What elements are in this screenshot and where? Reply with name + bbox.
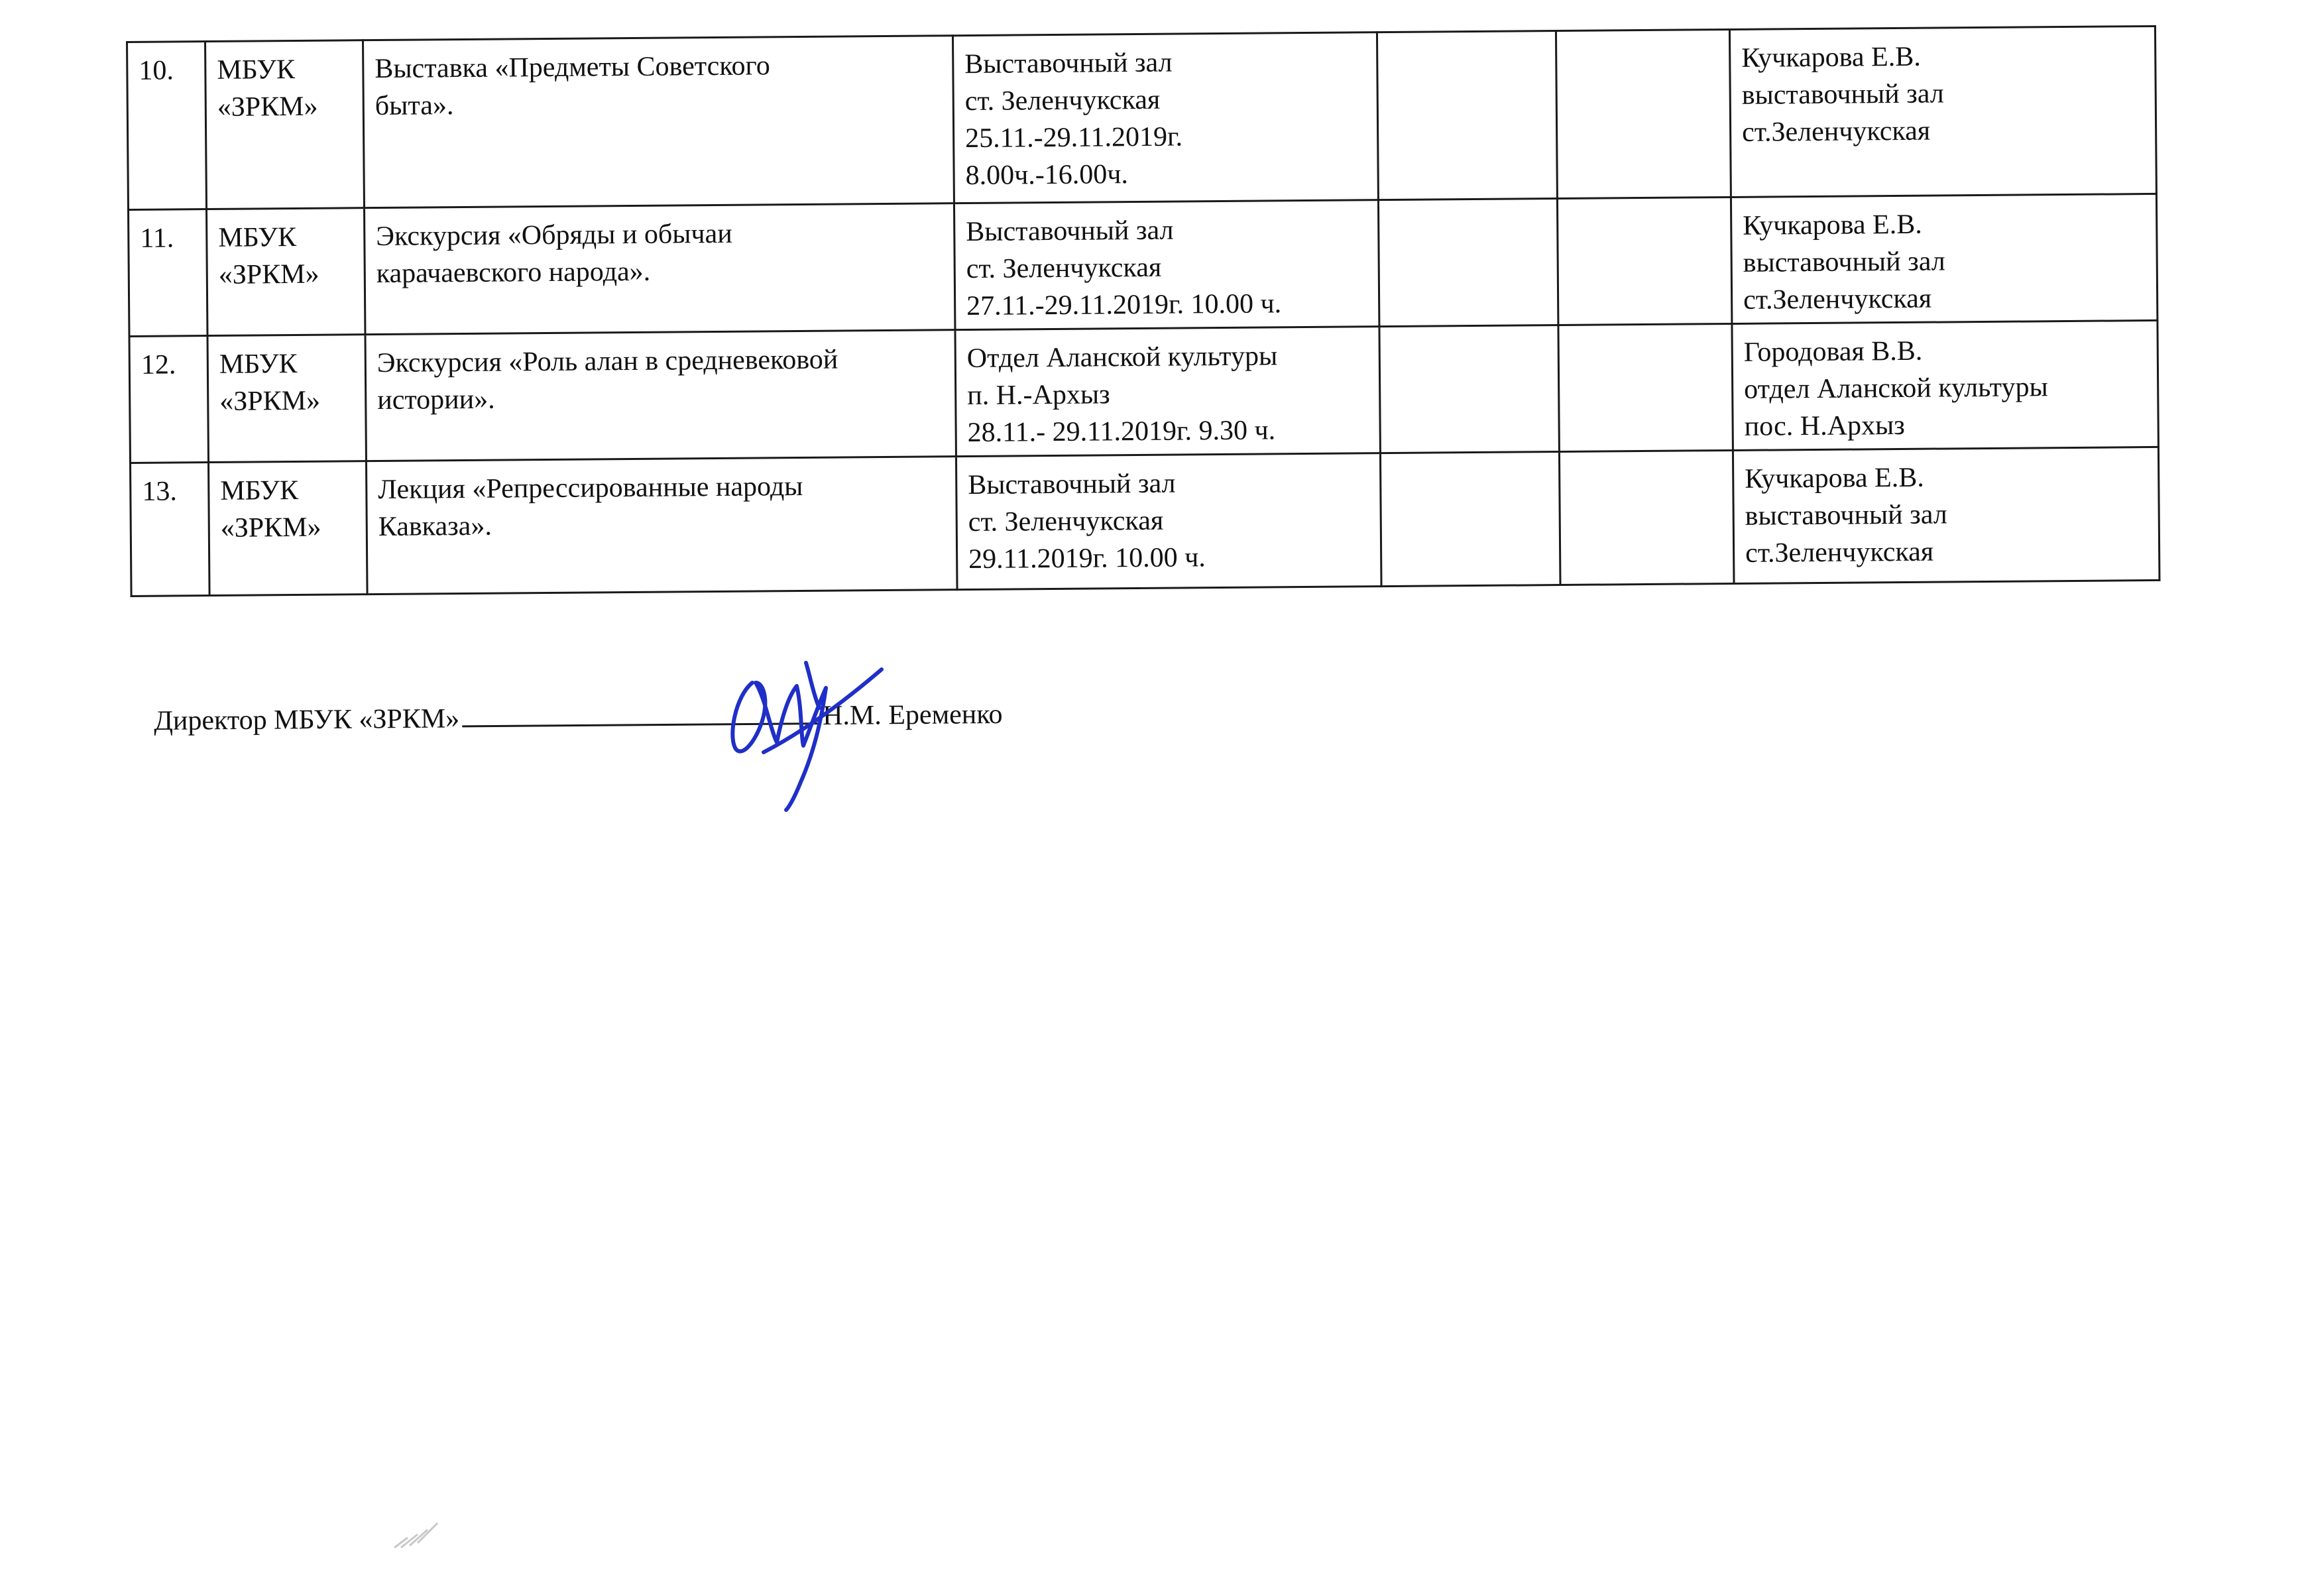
place-time-cell: Выставочный зал ст. Зеленчукская 27.11.-29.11.2019г. 10.00 ч. [954,200,1379,330]
empty-cell [1559,450,1734,585]
organizer-cell: МБУК «ЗРКМ» [205,40,365,209]
handwritten-signature [689,636,888,815]
empty-cell [1378,199,1558,327]
empty-cell [1380,452,1560,587]
empty-cell [1556,29,1731,198]
table-row [127,26,2157,209]
event-cell: Экскурсия «Обряды и обычаи карачаевского народа». [364,203,954,335]
events-table [126,25,2160,597]
empty-cell [1557,197,1731,325]
responsible-cell: Кучкарова Е.В. выставочный зал ст.Зеленчукская [1729,26,2156,197]
empty-cell [1377,31,1557,200]
row-number: 10. [127,42,207,210]
organizer-cell: МБУК «ЗРКМ» [207,335,366,463]
responsible-cell: Кучкарова Е.В. выставочный зал ст.Зеленчукская [1731,194,2157,323]
director-title: Директор МБУК «ЗРКМ» [154,703,460,736]
table-row [129,320,2158,463]
organizer-cell: МБУК «ЗРКМ» [208,461,367,596]
table-row [128,194,2157,336]
director-name: Н.М. Еременко [822,699,1003,732]
empty-cell [1379,325,1559,453]
row-number: 12. [129,336,208,463]
responsible-cell: Кучкарова Е.В. выставочный зал ст.Зеленчукская [1733,447,2160,583]
event-cell: Экскурсия «Роль алан в средневековой истории». [365,330,956,461]
empty-cell [1558,323,1733,451]
responsible-cell: Городовая В.В. отдел Аланской культуры пос. Н.Архыз [1732,320,2158,450]
organizer-cell: МБУК «ЗРКМ» [206,208,365,336]
event-cell: Лекция «Репрессированные народы Кавказа». [366,457,957,595]
place-time-cell: Выставочный зал ст. Зеленчукская 25.11.-29.11.2019г. 8.00ч.-16.00ч. [952,32,1378,203]
row-number: 13. [130,463,209,597]
place-time-cell: Отдел Аланской культуры п. Н.-Архыз 28.11.- 29.11.2019г. 9.30 ч. [955,327,1380,457]
place-time-cell: Выставочный зал ст. Зеленчукская 29.11.2019г. 10.00 ч. [956,453,1381,590]
row-number: 11. [128,209,207,337]
scan-smudge [391,1518,444,1551]
table-row [130,447,2159,596]
event-cell: Выставка «Предметы Советского быта». [363,36,954,208]
